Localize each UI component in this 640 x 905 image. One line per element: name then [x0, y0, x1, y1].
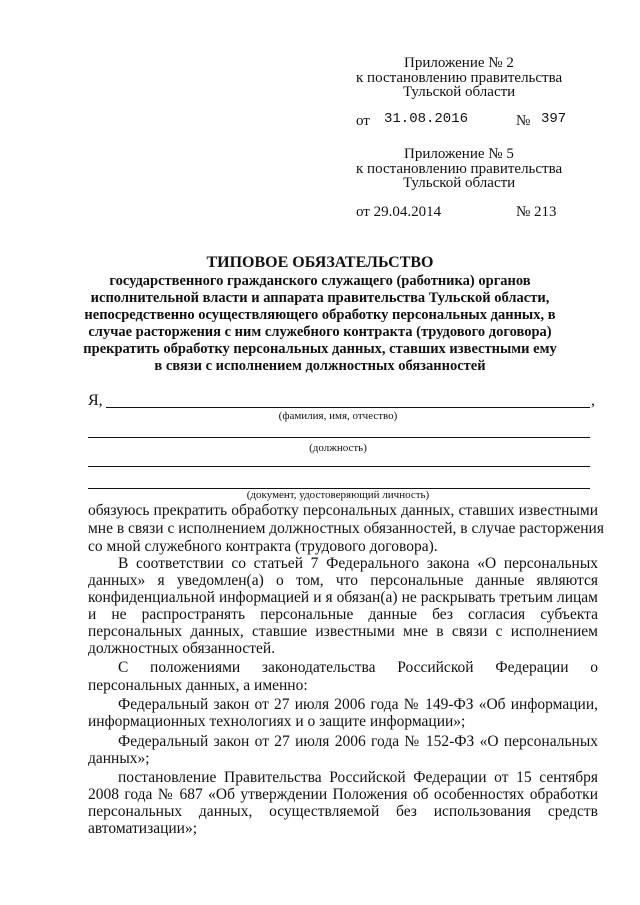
- heading-line: государственного гражданского служащего (работника) органов: [109, 273, 531, 289]
- heading-line: в связи с исполнением должностных обязанностей: [154, 358, 486, 374]
- caption-position: (должность): [309, 442, 367, 454]
- body-line: 2008 года № 687 «Об утверждении Положения об особенностях обработки: [88, 786, 598, 803]
- appendix2-line1: к постановлению правительства: [356, 70, 563, 86]
- appendix2-title: Приложение № 2: [404, 55, 514, 71]
- document-blank-line-1[interactable]: [88, 466, 590, 467]
- body-line: и не распространять персональные данные без согласия субъекта: [88, 606, 598, 623]
- body-line: конфиденциальной информацией и я обязан(а) не раскрывать третьим лицам: [88, 589, 598, 606]
- body-line: мне в связи с исполнением должностных обязанностей, в случае расторжения: [88, 520, 604, 537]
- appendix5-date: от 29.04.2014: [356, 204, 442, 220]
- body-line: автоматизации»;: [88, 820, 198, 837]
- appendix2-number: 397: [541, 111, 567, 127]
- appendix5-line1: к постановлению правительства: [356, 161, 563, 177]
- body-line: данных»;: [88, 750, 150, 767]
- body-line: Федеральный закон от 27 июля 2006 года № 149-ФЗ «Об информации,: [118, 696, 598, 713]
- appendix2-from-label: от: [356, 113, 370, 129]
- caption-name: (фамилия, имя, отчество): [278, 410, 398, 422]
- name-blank-line[interactable]: [106, 407, 590, 408]
- heading-line: непосредственно осуществляющего обработку персональных данных, в: [84, 307, 556, 323]
- body-line: должностных обязанностей.: [88, 640, 276, 657]
- body-line: Федеральный закон от 27 июля 2006 года № 152-ФЗ «О персональных: [118, 733, 598, 750]
- name-comma: ,: [591, 392, 595, 409]
- appendix2-no-label: №: [516, 113, 531, 129]
- appendix2-line2: Тульской области: [403, 84, 516, 100]
- body-line: В соответствии со статьей 7 Федерального закона «О персональных: [118, 555, 598, 572]
- body-line: персональных данных, а именно:: [88, 677, 308, 694]
- caption-document: (документ, удостоверяющий личность): [246, 489, 430, 501]
- ya-label: Я,: [88, 392, 103, 409]
- body-line: персональных данных, ставшие известными мне в связи с исполнением: [88, 623, 598, 640]
- heading-line: исполнительной власти и аппарата правительства Тульской области,: [90, 290, 550, 306]
- body-line: обязуюсь прекратить обработку персональных данных, ставших известными: [88, 502, 598, 519]
- body-line: персональных данных, осуществляемой без использования средств: [88, 803, 598, 820]
- body-line: С положениями законодательства Российской Федерации о: [118, 659, 598, 676]
- heading-line: прекратить обработку персональных данных, ставших известными ему: [83, 341, 557, 357]
- body-line: информационных технологиях и о защите информации»;: [88, 713, 466, 730]
- body-line: постановление Правительства Российской Федерации от 15 сентября: [118, 769, 598, 786]
- appendix5-line2: Тульской области: [403, 175, 516, 191]
- body-line: со мной служебного контракта (трудового договора).: [88, 538, 438, 555]
- appendix5-title: Приложение № 5: [404, 146, 514, 162]
- position-blank-line[interactable]: [88, 437, 590, 438]
- document-title: ТИПОВОЕ ОБЯЗАТЕЛЬСТВО: [206, 254, 434, 271]
- appendix5-number: № 213: [516, 204, 557, 220]
- appendix2-date: 31.08.2016: [384, 111, 469, 127]
- body-line: данных» я уведомлен(а) о том, что персональные данные являются: [88, 572, 598, 589]
- heading-line: случае расторжения с ним служебного контракта (трудового договора): [88, 324, 552, 340]
